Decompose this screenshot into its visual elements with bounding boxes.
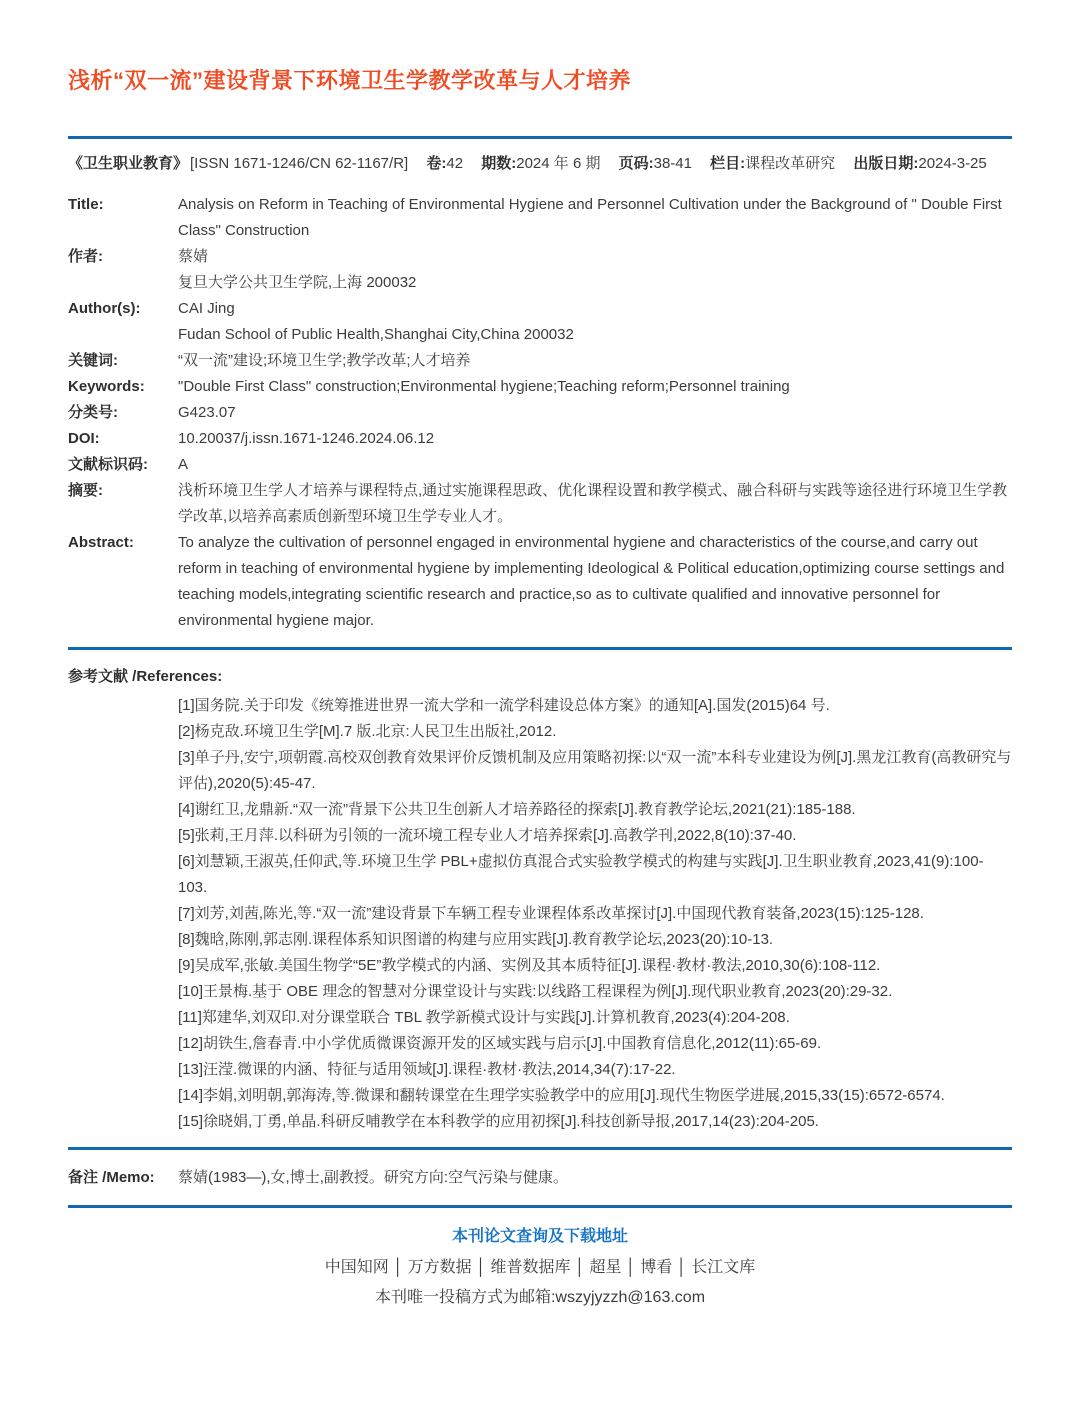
- reference-item: [15]徐晓娟,丁勇,单晶.科研反哺教学在本科教学的应用初探[J].科技创新导报,2017,14(23):204-205.: [178, 1113, 819, 1130]
- reference-item: [5]张莉,王月萍.以科研为引领的一流环境工程专业人才培养探索[J].高教学刊,2022,8(10):37-40.: [178, 827, 797, 844]
- journal-column: 栏目:课程改革研究: [710, 155, 836, 172]
- journal-info-line: [68, 152, 1012, 176]
- row-abstract-cn: [68, 478, 1012, 530]
- title-en-label: Title:: [68, 196, 104, 213]
- abstract-cn-value: 浅析环境卫生学人才培养与课程特点,通过实施课程思政、优化课程设置和教学模式、融合科研与实践等途径进行环境卫生学教学改革,以培养高素质创新型环境卫生学专业人才。: [178, 482, 1008, 525]
- row-authors-en: [68, 296, 1012, 348]
- authors-cn-value: [178, 244, 1012, 296]
- abstract-en-label: Abstract:: [68, 534, 134, 551]
- footer-email-line: 本刊唯一投稿方式为邮箱:wszyjyzzh@163.com: [374, 1289, 706, 1306]
- reference-item: [7]刘芳,刘茜,陈光,等.“双一流”建设背景下车辆工程专业课程体系改革探讨[J].中国现代教育装备,2023(15):125-128.: [178, 905, 924, 922]
- author-affiliation-en: Fudan School of Public Health,Shanghai City,China 200032: [178, 326, 574, 343]
- keywords-en-value: "Double First Class" construction;Environmental hygiene;Teaching reform;Personnel training: [178, 378, 790, 395]
- row-authors-cn: [68, 244, 1012, 296]
- row-document-code: [68, 452, 1012, 478]
- reference-item: [11]郑建华,刘双印.对分课堂联合 TBL 教学新模式设计与实践[J].计算机教育,2023(4):204-208.: [178, 1009, 790, 1026]
- document-code-label: 文献标识码:: [68, 456, 148, 473]
- row-keywords-cn: [68, 348, 1012, 374]
- document-code-value: A: [178, 456, 189, 473]
- journal-issn: [ISSN 1671-1246/CN 62-1167/R]: [190, 155, 409, 172]
- keywords-cn-value: “双一流”建设;环境卫生学;教学改革;人才培养: [178, 352, 471, 369]
- references-heading: 参考文献 /References:: [68, 668, 223, 685]
- reference-item: [1]国务院.关于印发《统筹推进世界一流大学和一流学科建设总体方案》的通知[A].国发(2015)64 号.: [178, 697, 830, 714]
- author-name-en: CAI Jing: [178, 300, 235, 317]
- author-name-cn: 蔡婧: [178, 248, 209, 265]
- reference-item: [12]胡铁生,詹春青.中小学优质微课资源开发的区域实践与启示[J].中国教育信息化,2012(11):65-69.: [178, 1035, 822, 1052]
- journal-name: 《卫生职业教育》: [68, 155, 189, 172]
- classification-value: G423.07: [178, 404, 236, 421]
- journal-pub-date: 出版日期:2024-3-25: [853, 155, 987, 172]
- authors-cn-label: 作者:: [68, 248, 103, 265]
- memo-value: 蔡婧(1983—),女,博士,副教授。研究方向:空气污染与健康。: [178, 1169, 569, 1186]
- keywords-cn-label: 关键词:: [68, 352, 118, 369]
- keywords-en-label: Keywords:: [68, 378, 145, 395]
- reference-item: [13]汪滢.微课的内涵、特征与适用领域[J].课程·教材·教法,2014,34(7):17-22.: [178, 1061, 676, 1078]
- journal-pages: 页码:38-41: [618, 155, 692, 172]
- row-keywords-en: [68, 374, 1012, 400]
- divider-references: [68, 647, 1012, 650]
- footer-heading: 本刊论文查询及下载地址: [451, 1228, 628, 1245]
- divider-top: [68, 136, 1012, 139]
- memo-label: 备注 /Memo:: [68, 1169, 155, 1186]
- row-title-en: [68, 192, 1012, 244]
- row-classification: [68, 400, 1012, 426]
- row-doi: [68, 426, 1012, 452]
- memo-row: [68, 1165, 1012, 1191]
- reference-item: [3]单子丹,安宁,项朝霞.高校双创教育效果评价反馈机制及应用策略初探:以“双一流”本科专业建设为例[J].黑龙江教育(高教研究与评估),2020(5):45-47.: [178, 749, 1012, 792]
- doi-value: 10.20037/j.issn.1671-1246.2024.06.12: [178, 430, 435, 447]
- title-en-value: Analysis on Reform in Teaching of Environmental Hygiene and Personnel Cultivation under the Background of " Double First Class" Construction: [178, 196, 1002, 239]
- footer: [68, 1225, 1012, 1310]
- footer-database-list: 中国知网 │ 万方数据 │ 维普数据库 │ 超星 │ 博看 │ 长江文库: [324, 1259, 756, 1276]
- journal-issue: 期数:2024 年 6 期: [481, 155, 601, 172]
- abstract-en-value: To analyze the cultivation of personnel engaged in environmental hygiene and characteristics of the course,and carry out reform in teaching of environmental hygiene by implementing Ideological & Political education,optimizing course settings and teaching models,integrating scientific research and practice,so as to cultivate qualified and innovative personnel for environmental hygiene major.: [178, 534, 1005, 629]
- metadata-block: [68, 192, 1012, 634]
- divider-memo-top: [68, 1147, 1012, 1150]
- reference-item: [14]李娟,刘明朝,郭海涛,等.微课和翻转课堂在生理学实验教学中的应用[J].现代生物医学进展,2015,33(15):6572-6574.: [178, 1087, 945, 1104]
- reference-item: [10]王景梅.基于 OBE 理念的智慧对分课堂设计与实践:以线路工程课程为例[J].现代职业教育,2023(20):29-32.: [178, 983, 893, 1000]
- divider-memo-bottom: [68, 1205, 1012, 1208]
- author-affiliation-cn: 复旦大学公共卫生学院,上海 200032: [178, 274, 417, 291]
- references-list: [178, 693, 1012, 1135]
- reference-item: [4]谢红卫,龙鼎新.“双一流”背景下公共卫生创新人才培养路径的探索[J].教育教学论坛,2021(21):185-188.: [178, 801, 856, 818]
- row-abstract-en: [68, 530, 1012, 634]
- abstract-cn-label: 摘要:: [68, 482, 103, 499]
- authors-en-value: [178, 296, 1012, 348]
- reference-item: [8]魏晗,陈刚,郭志刚.课程体系知识图谱的构建与应用实践[J].教育教学论坛,2023(20):10-13.: [178, 931, 774, 948]
- reference-item: [9]吴成军,张敏.美国生物学“5E”教学模式的内涵、实例及其本质特征[J].课程·教材·教法,2010,30(6):108-112.: [178, 957, 881, 974]
- reference-item: [6]刘慧颖,王淑英,任仰武,等.环境卫生学 PBL+虚拟仿真混合式实验教学模式的构建与实践[J].卫生职业教育,2023,41(9):100-103.: [178, 853, 984, 896]
- reference-item: [2]杨克敌.环境卫生学[M].7 版.北京:人民卫生出版社,2012.: [178, 723, 557, 740]
- doi-label: DOI:: [68, 430, 100, 447]
- classification-label: 分类号:: [68, 404, 118, 421]
- authors-en-label: Author(s):: [68, 300, 141, 317]
- journal-volume: 卷:42: [426, 155, 464, 172]
- page-title: 浅析“双一流”建设背景下环境卫生学教学改革与人才培养: [68, 68, 632, 93]
